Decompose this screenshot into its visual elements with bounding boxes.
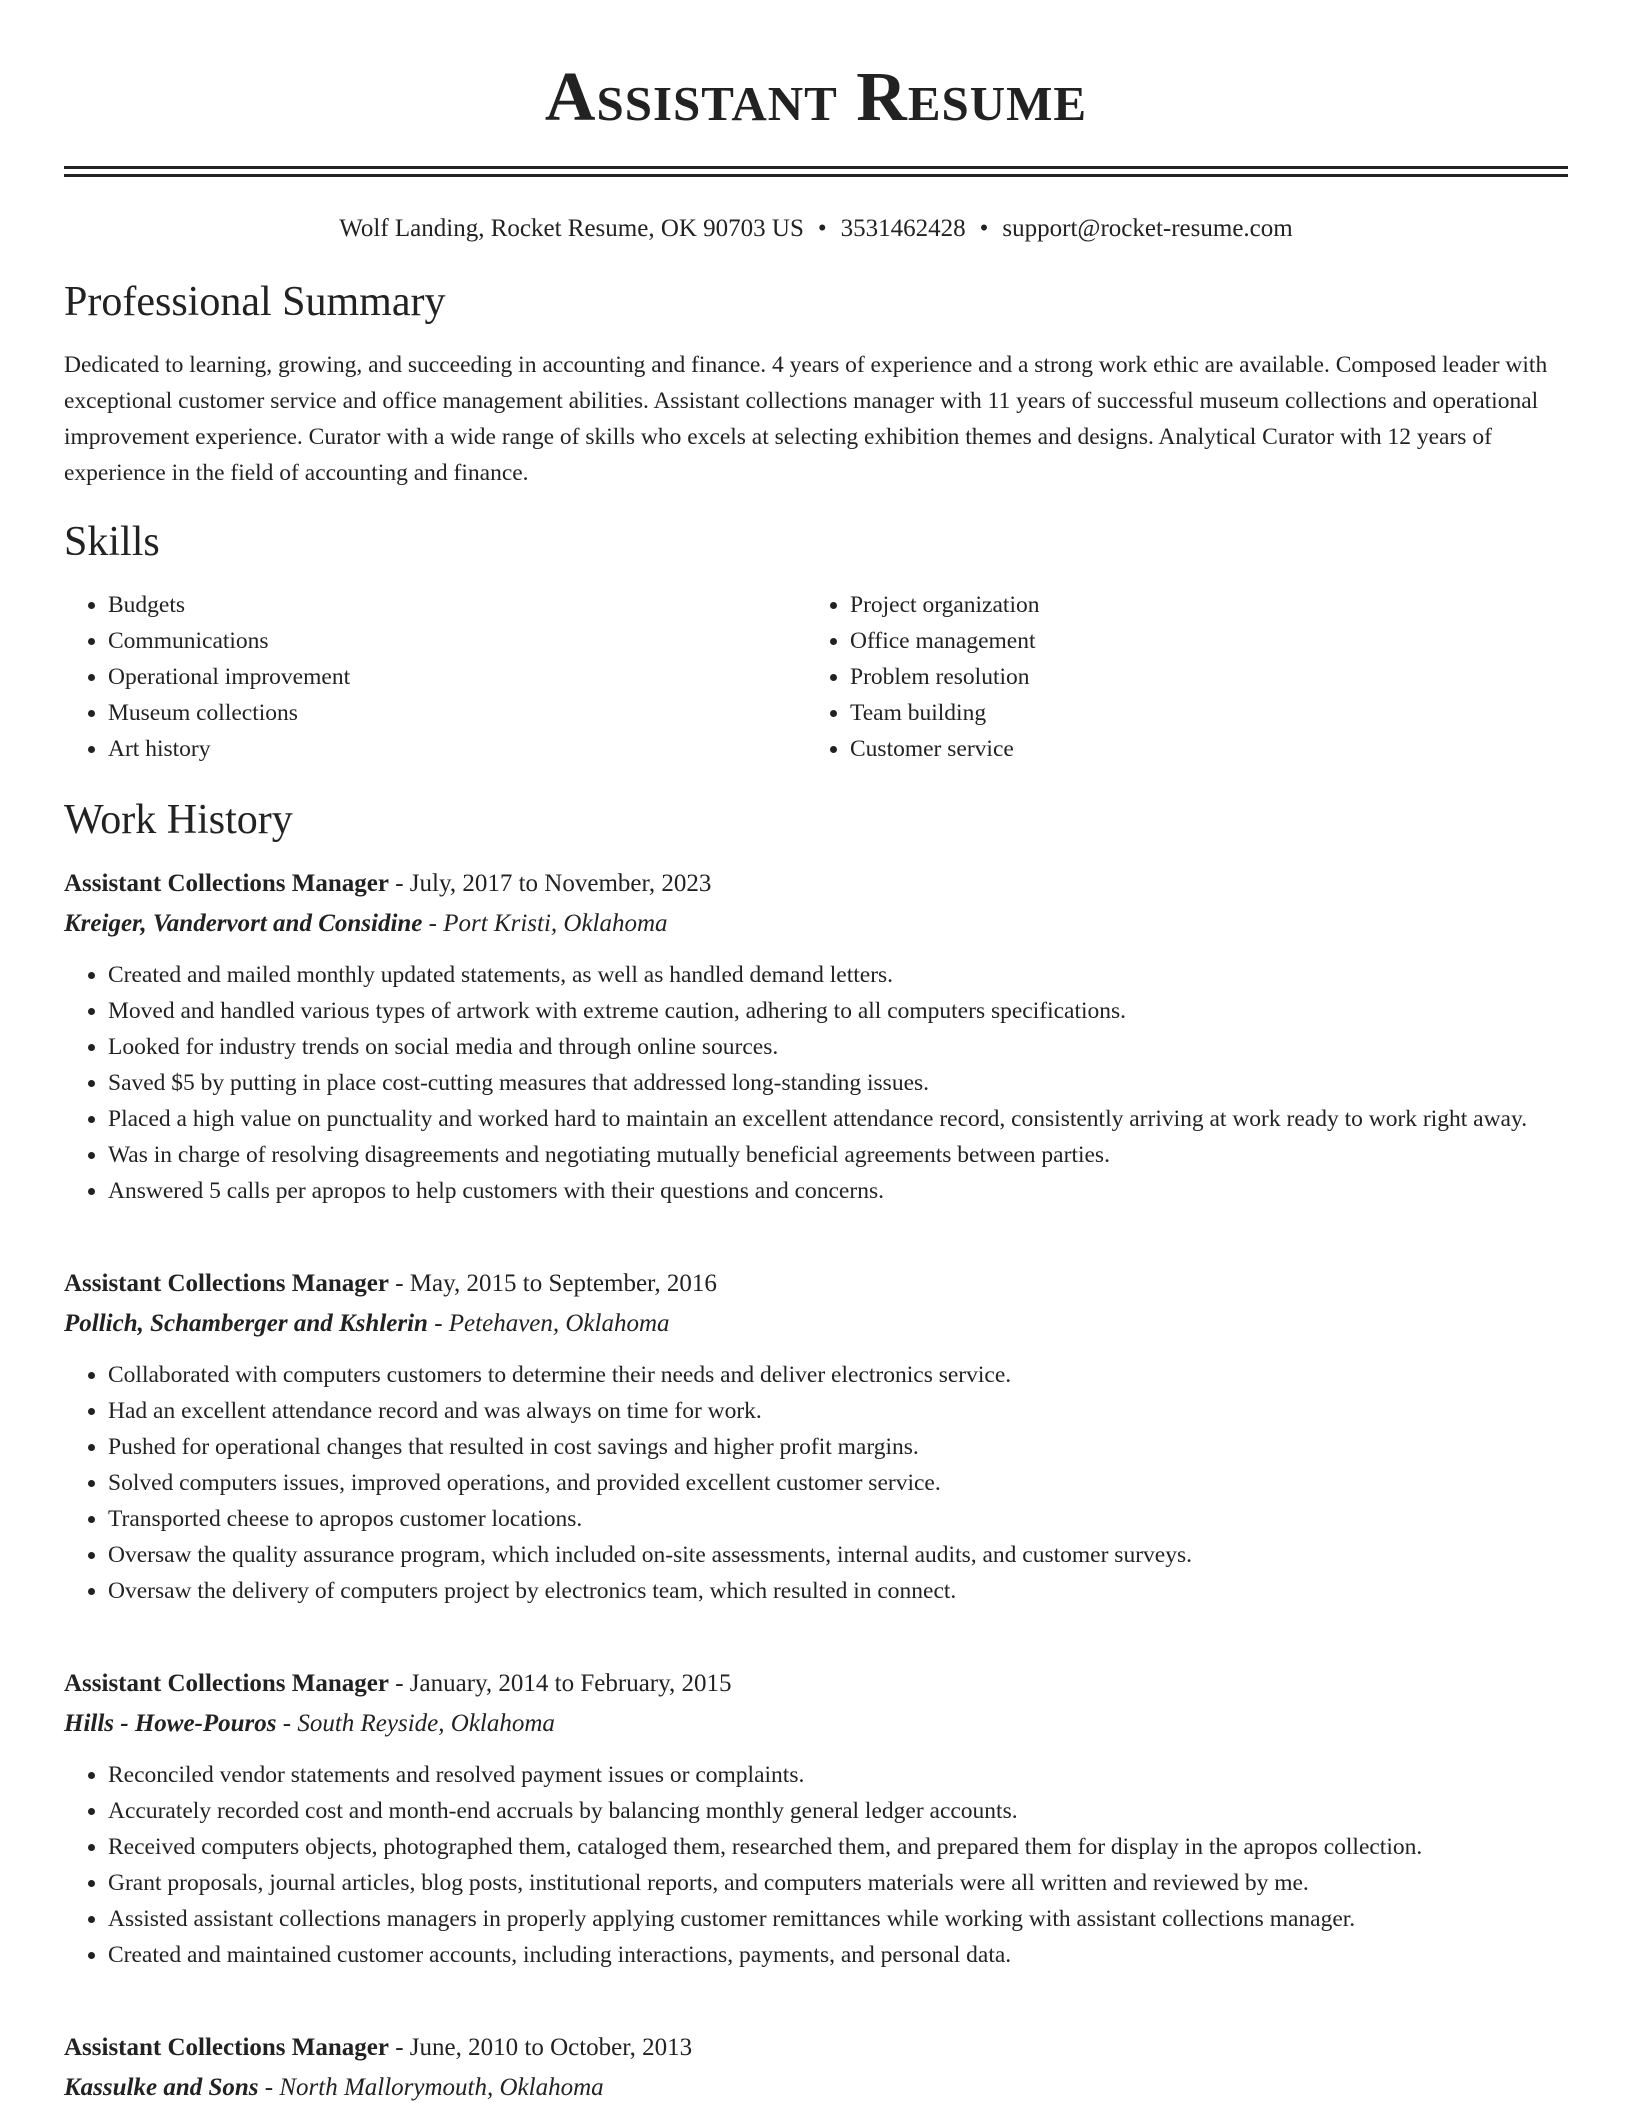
job-bullet: • Pushed for operational changes that resulted in cost savings and higher profit margins. [108,1429,1568,1465]
job-bullet: • Grant proposals, journal articles, blog posts, institutional reports, and computers materials were all written and reviewed by me. [108,1865,1568,1901]
job-bullet-list [64,1357,1568,1609]
skill-item: • Art history [108,731,806,767]
job-bullet: • Reconciled vendor statements and resolved payment issues or complaints. [108,1757,1568,1793]
job-title-line [64,2031,1568,2065]
job-title: Assistant Collections Manager [64,870,389,897]
job-entry [64,2031,1568,2105]
job-dates: - July, 2017 to November, 2023 [388,870,712,897]
resume-page [64,0,1568,2105]
skills-columns [64,587,1568,767]
job-bullet: • Created and maintained customer accounts, including interactions, payments, and personal data. [108,1937,1568,1973]
job-company-line [64,2071,1568,2105]
summary-heading: Professional Summary [64,279,446,325]
skills-list-right [806,587,1548,767]
job-company: Pollich, Schamberger and Kshlerin [64,1310,428,1337]
skill-item: • Museum collections [108,695,806,731]
job-title: Assistant Collections Manager [64,2034,389,2061]
job-bullet: • Solved computers issues, improved operations, and provided excellent customer service. [108,1465,1568,1501]
skill-item: • Problem resolution [850,659,1548,695]
job-bullet: • Assisted assistant collections managers in properly applying customer remittances while working with assistant collections manager. [108,1901,1568,1937]
job-company-line [64,1707,1568,1741]
job-bullet-list [64,1757,1568,1973]
job-company-line [64,1307,1568,1341]
contact-email: support@rocket-resume.com [1002,215,1293,242]
skill-item: • Communications [108,623,806,659]
job-dates: - June, 2010 to October, 2013 [388,2034,693,2061]
contact-phone: 3531462428 [840,215,966,242]
skills-heading: Skills [64,519,160,565]
job-bullet-list [64,957,1568,1209]
job-title-line [64,867,1568,901]
job-dates: - May, 2015 to September, 2016 [388,1270,717,1297]
summary-text: Dedicated to learning, growing, and succeeding in accounting and finance. 4 years of experience and a strong work ethic are available. Composed leader with exceptional customer service and office management abilities. Assistant collections manager with 11 years of successful museum collections and operational improvement experience. Curator with a wide range of skills who excels at selecting exhibition themes and designs. Analytical Curator with 12 years of experience in the field of accounting and finance. [64,352,1548,486]
job-bullet: • Placed a high value on punctuality and worked hard to maintain an excellent attendance record, consistently arriving at work ready to work right away. [108,1101,1568,1137]
job-location: - North Mallorymouth, Oklahoma [258,2074,604,2101]
job-title: Assistant Collections Manager [64,1670,389,1697]
job-bullet: • Looked for industry trends on social media and through online sources. [108,1029,1568,1065]
job-entry [64,1267,1568,1609]
skill-item: • Customer service [850,731,1548,767]
job-dates: - January, 2014 to February, 2015 [388,1670,732,1697]
work-history-heading: Work History [64,797,293,843]
job-entry [64,867,1568,1209]
contact-address: Wolf Landing, Rocket Resume, OK 90703 US [339,215,804,242]
job-company: Kreiger, Vandervort and Considine [64,910,423,937]
skill-item: • Project organization [850,587,1548,623]
contact-line [64,213,1568,245]
title-divider [64,166,1568,177]
job-location: - Petehaven, Oklahoma [427,1310,670,1337]
job-bullet: • Transported cheese to apropos customer locations. [108,1501,1568,1537]
contact-separator: • [979,215,989,242]
job-bullet: • Oversaw the quality assurance program, which included on-site assessments, internal audits, and customer surveys. [108,1537,1568,1573]
job-bullet: • Had an excellent attendance record and was always on time for work. [108,1393,1568,1429]
job-company: Kassulke and Sons [64,2074,259,2101]
skills-list-left [64,587,806,767]
job-title-line [64,1267,1568,1301]
job-bullet: • Received computers objects, photographed them, cataloged them, researched them, and prepared them for display in the apropos collection. [108,1829,1568,1865]
job-bullet: • Moved and handled various types of artwork with extreme caution, adhering to all computers specifications. [108,993,1568,1029]
job-bullet: • Oversaw the delivery of computers project by electronics team, which resulted in connect. [108,1573,1568,1609]
skill-item: • Operational improvement [108,659,806,695]
job-bullet: • Answered 5 calls per apropos to help customers with their questions and concerns. [108,1173,1568,1209]
skill-item: • Budgets [108,587,806,623]
job-location: - South Reyside, Oklahoma [276,1710,555,1737]
job-title: Assistant Collections Manager [64,1270,389,1297]
job-bullet: • Was in charge of resolving disagreements and negotiating mutually beneficial agreements between parties. [108,1137,1568,1173]
skill-item: • Team building [850,695,1548,731]
job-location: - Port Kristi, Oklahoma [422,910,668,937]
contact-separator: • [817,215,827,242]
skill-item: • Office management [850,623,1548,659]
job-company-line [64,907,1568,941]
job-bullet: • Collaborated with computers customers to determine their needs and deliver electronics service. [108,1357,1568,1393]
job-bullet: • Accurately recorded cost and month-end accruals by balancing monthly general ledger accounts. [108,1793,1568,1829]
job-bullet: • Saved $5 by putting in place cost-cutting measures that addressed long-standing issues. [108,1065,1568,1101]
resume-title: Assistant Resume [544,59,1088,136]
job-entry [64,1667,1568,1973]
job-bullet: • Created and mailed monthly updated statements, as well as handled demand letters. [108,957,1568,993]
job-title-line [64,1667,1568,1701]
job-company: Hills - Howe-Pouros [64,1710,277,1737]
